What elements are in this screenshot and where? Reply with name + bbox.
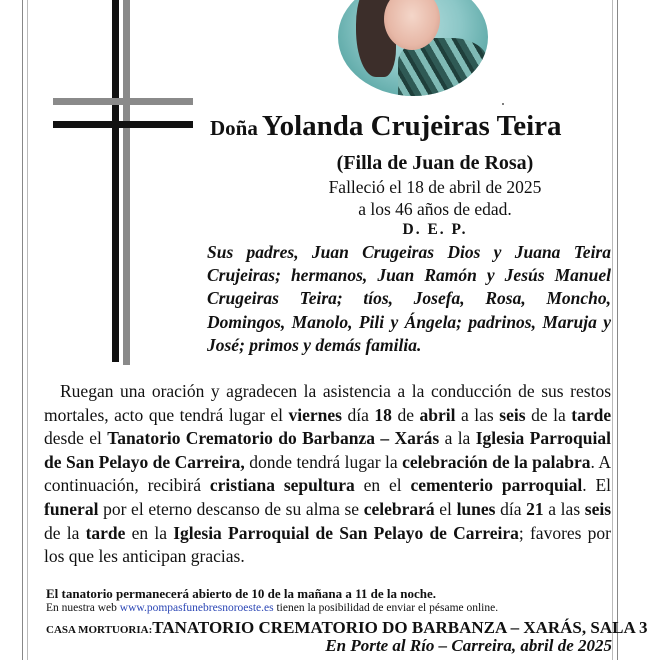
death-date: Falleció el 18 de abril de 2025 <box>328 177 542 197</box>
full-name: Yolanda Crujeiras Teira <box>261 110 562 142</box>
family-list: Sus padres, Juan Crugeiras Dios y Juana Teira Crujeiras; hermanos, Juan Ramón y Jesús Manuel Crugeiras Teira; tíos, Josefa, Rosa, Moncho, Domingos, Manolo, Pili y Ángela; padrinos, Maruja y José; primos y demás familia. <box>207 242 611 355</box>
web-note: En nuestra web www.pompasfunebresnoroeste.es tienen la posibilidad de enviar el pésame online. <box>46 602 499 614</box>
ceremony-text: Ruegan una oración y agradecen la asistencia a la conducción de sus restos mortales, acto que tendrá lugar el viernes día 18 de abril a las seis de la tarde desde el Tanatorio Crematorio do Barbanza – Xarás a la Iglesia Parroquial de San Pelayo de Carreira, donde tendrá lugar la celebración de la palabra. A continuación, recibirá cristiana sepultura en el cementerio parroquial. El funeral por el eterno descanso de su alma se celebrará el lunes día 21 a las seis de la tarde en la Iglesia Parroquial de San Pelayo de Carreira; favores por los que les anticipan gracias. <box>44 381 612 567</box>
tanatorio-hours: El tanatorio permanecerá abierto de 10 de la mañana a 11 de la noche. <box>46 586 436 601</box>
house-label: CASA MORTUORIA: <box>46 624 153 636</box>
age: a los 46 años de edad. <box>358 199 512 219</box>
nickname: (Filla de Juan de Rosa) <box>336 152 534 174</box>
decorative-dot <box>502 103 504 105</box>
house-value: TANATORIO CREMATORIO DO BARBANZA – XARÁS, SALA 3 <box>152 618 648 637</box>
closing-line: En Porte al Río – Carreira, abril de 2025 <box>325 636 612 655</box>
deceased-name <box>210 110 616 143</box>
cross-icon <box>50 0 195 365</box>
rip-label: D. E. P. <box>402 221 468 238</box>
funeral-home <box>46 618 648 638</box>
website-link[interactable]: www.pompasfunebresnoroeste.es <box>119 602 274 614</box>
honorific: Doña <box>210 116 258 140</box>
